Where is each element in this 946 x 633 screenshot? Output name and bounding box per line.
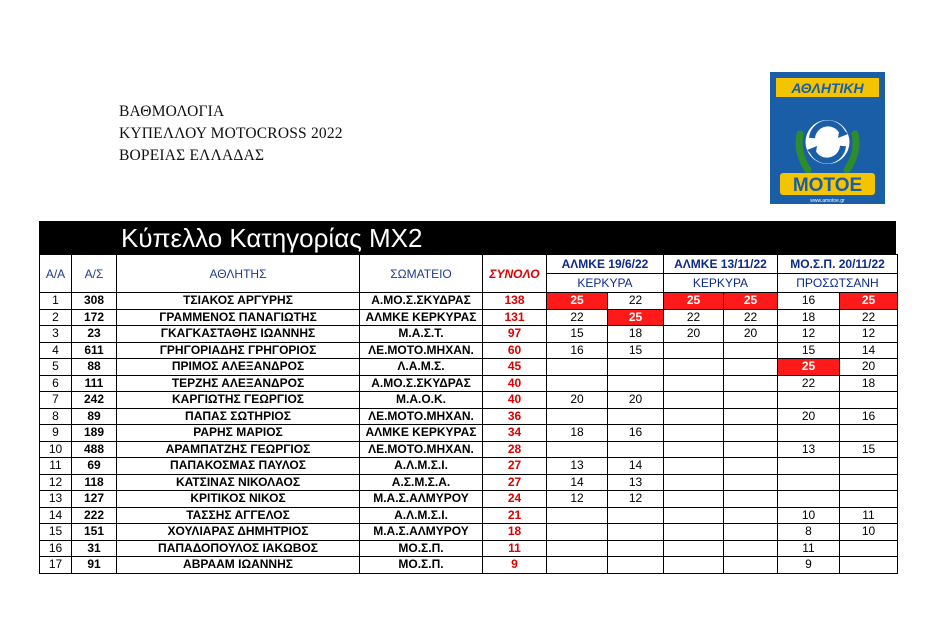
race-points: 25 bbox=[547, 293, 608, 310]
rider-number: 151 bbox=[72, 524, 117, 541]
race-points: 16 bbox=[608, 425, 664, 442]
race-points bbox=[664, 392, 724, 409]
race-points bbox=[840, 557, 898, 574]
event-2-location: ΚΕΡΚΥΡΑ bbox=[664, 274, 778, 293]
total-points: 9 bbox=[483, 557, 547, 574]
race-points: 16 bbox=[547, 342, 608, 359]
club-name: ΜΟ.Σ.Π. bbox=[360, 557, 483, 574]
race-points: 22 bbox=[608, 293, 664, 310]
race-points bbox=[608, 441, 664, 458]
total-points: 60 bbox=[483, 342, 547, 359]
race-points: 14 bbox=[547, 474, 608, 491]
race-points bbox=[608, 524, 664, 541]
total-points: 45 bbox=[483, 359, 547, 376]
row-position: 7 bbox=[40, 392, 72, 409]
athlete-name: ΠΑΠΑΔΟΠΟΥΛΟΣ ΙΑΚΩΒΟΣ bbox=[117, 540, 360, 557]
race-points bbox=[778, 458, 840, 475]
rider-number: 89 bbox=[72, 408, 117, 425]
total-points: 18 bbox=[483, 524, 547, 541]
rider-number: 488 bbox=[72, 441, 117, 458]
club-name: Λ.Α.Μ.Σ. bbox=[360, 359, 483, 376]
table-row bbox=[40, 408, 898, 425]
race-points: 13 bbox=[778, 441, 840, 458]
table-row bbox=[40, 425, 898, 442]
row-position: 9 bbox=[40, 425, 72, 442]
race-points bbox=[547, 441, 608, 458]
race-points: 18 bbox=[840, 375, 898, 392]
race-points: 20 bbox=[547, 392, 608, 409]
race-points: 25 bbox=[608, 309, 664, 326]
total-points: 27 bbox=[483, 458, 547, 475]
race-points bbox=[724, 491, 778, 508]
club-name: ΑΛΜΚΕ ΚΕΡΚΥΡΑΣ bbox=[360, 425, 483, 442]
rider-number: 172 bbox=[72, 309, 117, 326]
club-name: Μ.Α.Σ.ΑΛΜΥΡΟΥ bbox=[360, 491, 483, 508]
total-points: 138 bbox=[483, 293, 547, 310]
rider-number: 242 bbox=[72, 392, 117, 409]
table-row bbox=[40, 524, 898, 541]
rider-number: 69 bbox=[72, 458, 117, 475]
table-row bbox=[40, 540, 898, 557]
race-points bbox=[608, 408, 664, 425]
header-row-events bbox=[40, 255, 898, 274]
club-name: Α.Λ.Μ.Σ.Ι. bbox=[360, 458, 483, 475]
table-row bbox=[40, 441, 898, 458]
athlete-name: ΠΑΠΑΣ ΣΩΤΗΡΙΟΣ bbox=[117, 408, 360, 425]
club-name: ΜΟ.Σ.Π. bbox=[360, 540, 483, 557]
race-points: 16 bbox=[840, 408, 898, 425]
race-points: 25 bbox=[840, 293, 898, 310]
race-points bbox=[547, 557, 608, 574]
event-1-location: ΚΕΡΚΥΡΑ bbox=[547, 274, 664, 293]
race-points: 18 bbox=[778, 309, 840, 326]
title-bar bbox=[39, 221, 896, 254]
total-points: 28 bbox=[483, 441, 547, 458]
rider-number: 91 bbox=[72, 557, 117, 574]
athlete-name: ΧΟΥΛΙΑΡΑΣ ΔΗΜΗΤΡΙΟΣ bbox=[117, 524, 360, 541]
race-points bbox=[840, 474, 898, 491]
athlete-name: ΠΑΠΑΚΟΣΜΑΣ ΠΑΥΛΟΣ bbox=[117, 458, 360, 475]
row-position: 16 bbox=[40, 540, 72, 557]
row-position: 11 bbox=[40, 458, 72, 475]
club-name: Α.Σ.Μ.Σ.Α. bbox=[360, 474, 483, 491]
rider-number: 31 bbox=[72, 540, 117, 557]
race-points bbox=[724, 458, 778, 475]
event-2-name: ΑΛΜΚΕ 13/11/22 bbox=[664, 255, 778, 274]
race-points bbox=[664, 491, 724, 508]
race-points: 10 bbox=[778, 507, 840, 524]
race-points bbox=[664, 474, 724, 491]
total-points: 131 bbox=[483, 309, 547, 326]
table-row bbox=[40, 557, 898, 574]
race-points bbox=[664, 524, 724, 541]
race-points bbox=[840, 491, 898, 508]
table-row bbox=[40, 293, 898, 310]
race-points: 14 bbox=[608, 458, 664, 475]
rider-number: 189 bbox=[72, 425, 117, 442]
race-points bbox=[778, 474, 840, 491]
table-row bbox=[40, 458, 898, 475]
row-position: 15 bbox=[40, 524, 72, 541]
event-3-name: ΜΟ.Σ.Π. 20/11/22 bbox=[778, 255, 898, 274]
race-points bbox=[724, 392, 778, 409]
standings-table bbox=[39, 254, 898, 574]
club-name: ΑΛΜΚΕ ΚΕΡΚΥΡΑΣ bbox=[360, 309, 483, 326]
row-position: 3 bbox=[40, 326, 72, 343]
athlete-name: ΡΑΡΗΣ ΜΑΡΙΟΣ bbox=[117, 425, 360, 442]
race-points bbox=[724, 507, 778, 524]
club-name: Μ.Α.Σ.Τ. bbox=[360, 326, 483, 343]
table-row bbox=[40, 359, 898, 376]
race-points bbox=[608, 507, 664, 524]
total-points: 34 bbox=[483, 425, 547, 442]
race-points bbox=[664, 441, 724, 458]
race-points: 14 bbox=[840, 342, 898, 359]
header-line-3: ΒΟΡΕΙΑΣ ΕΛΛΑΔΑΣ bbox=[119, 147, 265, 164]
row-position: 6 bbox=[40, 375, 72, 392]
table-row bbox=[40, 474, 898, 491]
race-points bbox=[547, 408, 608, 425]
rider-number: 88 bbox=[72, 359, 117, 376]
row-position: 13 bbox=[40, 491, 72, 508]
race-points: 22 bbox=[724, 309, 778, 326]
table-title: Κύπελλο Κατηγορίας ΜΧ2 bbox=[121, 223, 423, 253]
race-points bbox=[724, 342, 778, 359]
table-row bbox=[40, 375, 898, 392]
race-points bbox=[547, 540, 608, 557]
race-points bbox=[608, 359, 664, 376]
athlete-name: ΑΡΑΜΠΑΤΖΗΣ ΓΕΩΡΓΙΟΣ bbox=[117, 441, 360, 458]
table-row bbox=[40, 342, 898, 359]
race-points bbox=[840, 392, 898, 409]
race-points: 20 bbox=[608, 392, 664, 409]
col-as: Α/Σ bbox=[72, 255, 117, 293]
logo-top-text: ΑΘΛΗΤΙΚΗ bbox=[791, 80, 864, 96]
athlete-name: ΑΒΡΑΑΜ ΙΩΑΝΝΗΣ bbox=[117, 557, 360, 574]
rider-number: 308 bbox=[72, 293, 117, 310]
row-position: 1 bbox=[40, 293, 72, 310]
event-3-location: ΠΡΟΣΩΤΣΑΝΗ bbox=[778, 274, 898, 293]
athlete-name: ΓΡΗΓΟΡΙΑΔΗΣ ΓΡΗΓΟΡΙΟΣ bbox=[117, 342, 360, 359]
race-points bbox=[778, 425, 840, 442]
race-points: 12 bbox=[608, 491, 664, 508]
total-points: 11 bbox=[483, 540, 547, 557]
race-points bbox=[664, 375, 724, 392]
row-position: 4 bbox=[40, 342, 72, 359]
race-points bbox=[724, 359, 778, 376]
race-points: 12 bbox=[547, 491, 608, 508]
col-total: ΣΥΝΟΛΟ bbox=[483, 255, 547, 293]
race-points: 20 bbox=[664, 326, 724, 343]
race-points bbox=[664, 359, 724, 376]
rider-number: 222 bbox=[72, 507, 117, 524]
race-points bbox=[664, 458, 724, 475]
race-points: 11 bbox=[840, 507, 898, 524]
row-position: 14 bbox=[40, 507, 72, 524]
total-points: 21 bbox=[483, 507, 547, 524]
race-points: 8 bbox=[778, 524, 840, 541]
race-points bbox=[840, 425, 898, 442]
race-points bbox=[547, 375, 608, 392]
race-points: 13 bbox=[608, 474, 664, 491]
table-row bbox=[40, 392, 898, 409]
race-points: 12 bbox=[840, 326, 898, 343]
race-points: 15 bbox=[840, 441, 898, 458]
race-points: 18 bbox=[608, 326, 664, 343]
club-name: Α.ΜΟ.Σ.ΣΚΥΔΡΑΣ bbox=[360, 375, 483, 392]
race-points bbox=[724, 425, 778, 442]
race-points: 20 bbox=[724, 326, 778, 343]
club-name: Μ.Α.Ο.Κ. bbox=[360, 392, 483, 409]
race-points bbox=[608, 557, 664, 574]
race-points bbox=[664, 408, 724, 425]
logo-bottom-text: ΜΟΤΟΕ bbox=[792, 175, 863, 196]
total-points: 27 bbox=[483, 474, 547, 491]
row-position: 8 bbox=[40, 408, 72, 425]
race-points bbox=[840, 458, 898, 475]
athlete-name: ΤΑΣΣΗΣ ΑΓΓΕΛΟΣ bbox=[117, 507, 360, 524]
race-points: 15 bbox=[778, 342, 840, 359]
race-points bbox=[724, 474, 778, 491]
race-points: 18 bbox=[547, 425, 608, 442]
race-points bbox=[547, 524, 608, 541]
race-points: 20 bbox=[840, 359, 898, 376]
race-points: 22 bbox=[547, 309, 608, 326]
row-position: 17 bbox=[40, 557, 72, 574]
race-points bbox=[724, 524, 778, 541]
row-position: 12 bbox=[40, 474, 72, 491]
row-position: 10 bbox=[40, 441, 72, 458]
athlete-name: ΚΡΙΤΙΚΟΣ ΝΙΚΟΣ bbox=[117, 491, 360, 508]
club-name: ΛΕ.ΜΟΤΟ.ΜΗΧΑΝ. bbox=[360, 342, 483, 359]
athlete-name: ΤΣΙΑΚΟΣ ΑΡΓΥΡΗΣ bbox=[117, 293, 360, 310]
row-position: 5 bbox=[40, 359, 72, 376]
race-points: 10 bbox=[840, 524, 898, 541]
col-club: ΣΩΜΑΤΕΙΟ bbox=[360, 255, 483, 293]
race-points: 22 bbox=[840, 309, 898, 326]
event-1-name: ΑΛΜΚΕ 19/6/22 bbox=[547, 255, 664, 274]
athlete-name: ΓΡΑΜΜΕΝΟΣ ΠΑΝΑΓΙΩΤΗΣ bbox=[117, 309, 360, 326]
race-points: 9 bbox=[778, 557, 840, 574]
total-points: 40 bbox=[483, 375, 547, 392]
header-line-1: ΒΑΘΜΟΛΟΓΙΑ bbox=[119, 103, 225, 120]
rider-number: 23 bbox=[72, 326, 117, 343]
race-points: 25 bbox=[664, 293, 724, 310]
club-name: Α.Λ.Μ.Σ.Ι. bbox=[360, 507, 483, 524]
race-points bbox=[664, 540, 724, 557]
race-points: 16 bbox=[778, 293, 840, 310]
total-points: 24 bbox=[483, 491, 547, 508]
athlete-name: ΤΕΡΖΗΣ ΑΛΕΞΑΝΔΡΟΣ bbox=[117, 375, 360, 392]
race-points bbox=[547, 359, 608, 376]
col-aa: Α/Α bbox=[40, 255, 72, 293]
athletiki-motoe-logo bbox=[770, 72, 885, 204]
rider-number: 111 bbox=[72, 375, 117, 392]
race-points: 12 bbox=[778, 326, 840, 343]
race-points: 15 bbox=[547, 326, 608, 343]
athlete-name: ΓΚΑΓΚΑΣΤΑΘΗΣ ΙΩΑΝΝΗΣ bbox=[117, 326, 360, 343]
logo-url: www.amotoe.gr bbox=[810, 198, 845, 204]
race-points: 11 bbox=[778, 540, 840, 557]
race-points: 25 bbox=[778, 359, 840, 376]
header-line-2: ΚΥΠΕΛΛΟΥ MOTOCROSS 2022 bbox=[119, 125, 343, 142]
total-points: 40 bbox=[483, 392, 547, 409]
row-position: 2 bbox=[40, 309, 72, 326]
club-name: ΛΕ.ΜΟΤΟ.ΜΗΧΑΝ. bbox=[360, 441, 483, 458]
race-points bbox=[664, 507, 724, 524]
race-points bbox=[608, 540, 664, 557]
athlete-name: ΚΑΡΓΙΩΤΗΣ ΓΕΩΡΓΙΟΣ bbox=[117, 392, 360, 409]
race-points bbox=[778, 392, 840, 409]
race-points bbox=[547, 507, 608, 524]
race-points bbox=[778, 491, 840, 508]
athlete-name: ΚΑΤΣΙΝΑΣ ΝΙΚΟΛΑΟΣ bbox=[117, 474, 360, 491]
race-points bbox=[724, 540, 778, 557]
race-points bbox=[664, 557, 724, 574]
race-points: 15 bbox=[608, 342, 664, 359]
total-points: 36 bbox=[483, 408, 547, 425]
race-points: 22 bbox=[778, 375, 840, 392]
race-points: 20 bbox=[778, 408, 840, 425]
club-name: Μ.Α.Σ.ΑΛΜΥΡΟΥ bbox=[360, 524, 483, 541]
table-row bbox=[40, 491, 898, 508]
rider-number: 118 bbox=[72, 474, 117, 491]
standings-body bbox=[40, 293, 898, 574]
race-points bbox=[664, 425, 724, 442]
race-points: 25 bbox=[724, 293, 778, 310]
club-name: Α.ΜΟ.Σ.ΣΚΥΔΡΑΣ bbox=[360, 293, 483, 310]
col-athlete: ΑΘΛΗΤΗΣ bbox=[117, 255, 360, 293]
total-points: 97 bbox=[483, 326, 547, 343]
race-points bbox=[664, 342, 724, 359]
race-points bbox=[840, 540, 898, 557]
race-points bbox=[608, 375, 664, 392]
athlete-name: ΠΡΙΜΟΣ ΑΛΕΞΑΝΔΡΟΣ bbox=[117, 359, 360, 376]
race-points bbox=[724, 408, 778, 425]
race-points bbox=[724, 557, 778, 574]
race-points bbox=[724, 441, 778, 458]
rider-number: 611 bbox=[72, 342, 117, 359]
table-row bbox=[40, 326, 898, 343]
rider-number: 127 bbox=[72, 491, 117, 508]
race-points bbox=[724, 375, 778, 392]
race-points: 13 bbox=[547, 458, 608, 475]
club-name: ΛΕ.ΜΟΤΟ.ΜΗΧΑΝ. bbox=[360, 408, 483, 425]
race-points: 22 bbox=[664, 309, 724, 326]
document-header bbox=[119, 101, 343, 167]
table-row bbox=[40, 309, 898, 326]
table-row bbox=[40, 507, 898, 524]
